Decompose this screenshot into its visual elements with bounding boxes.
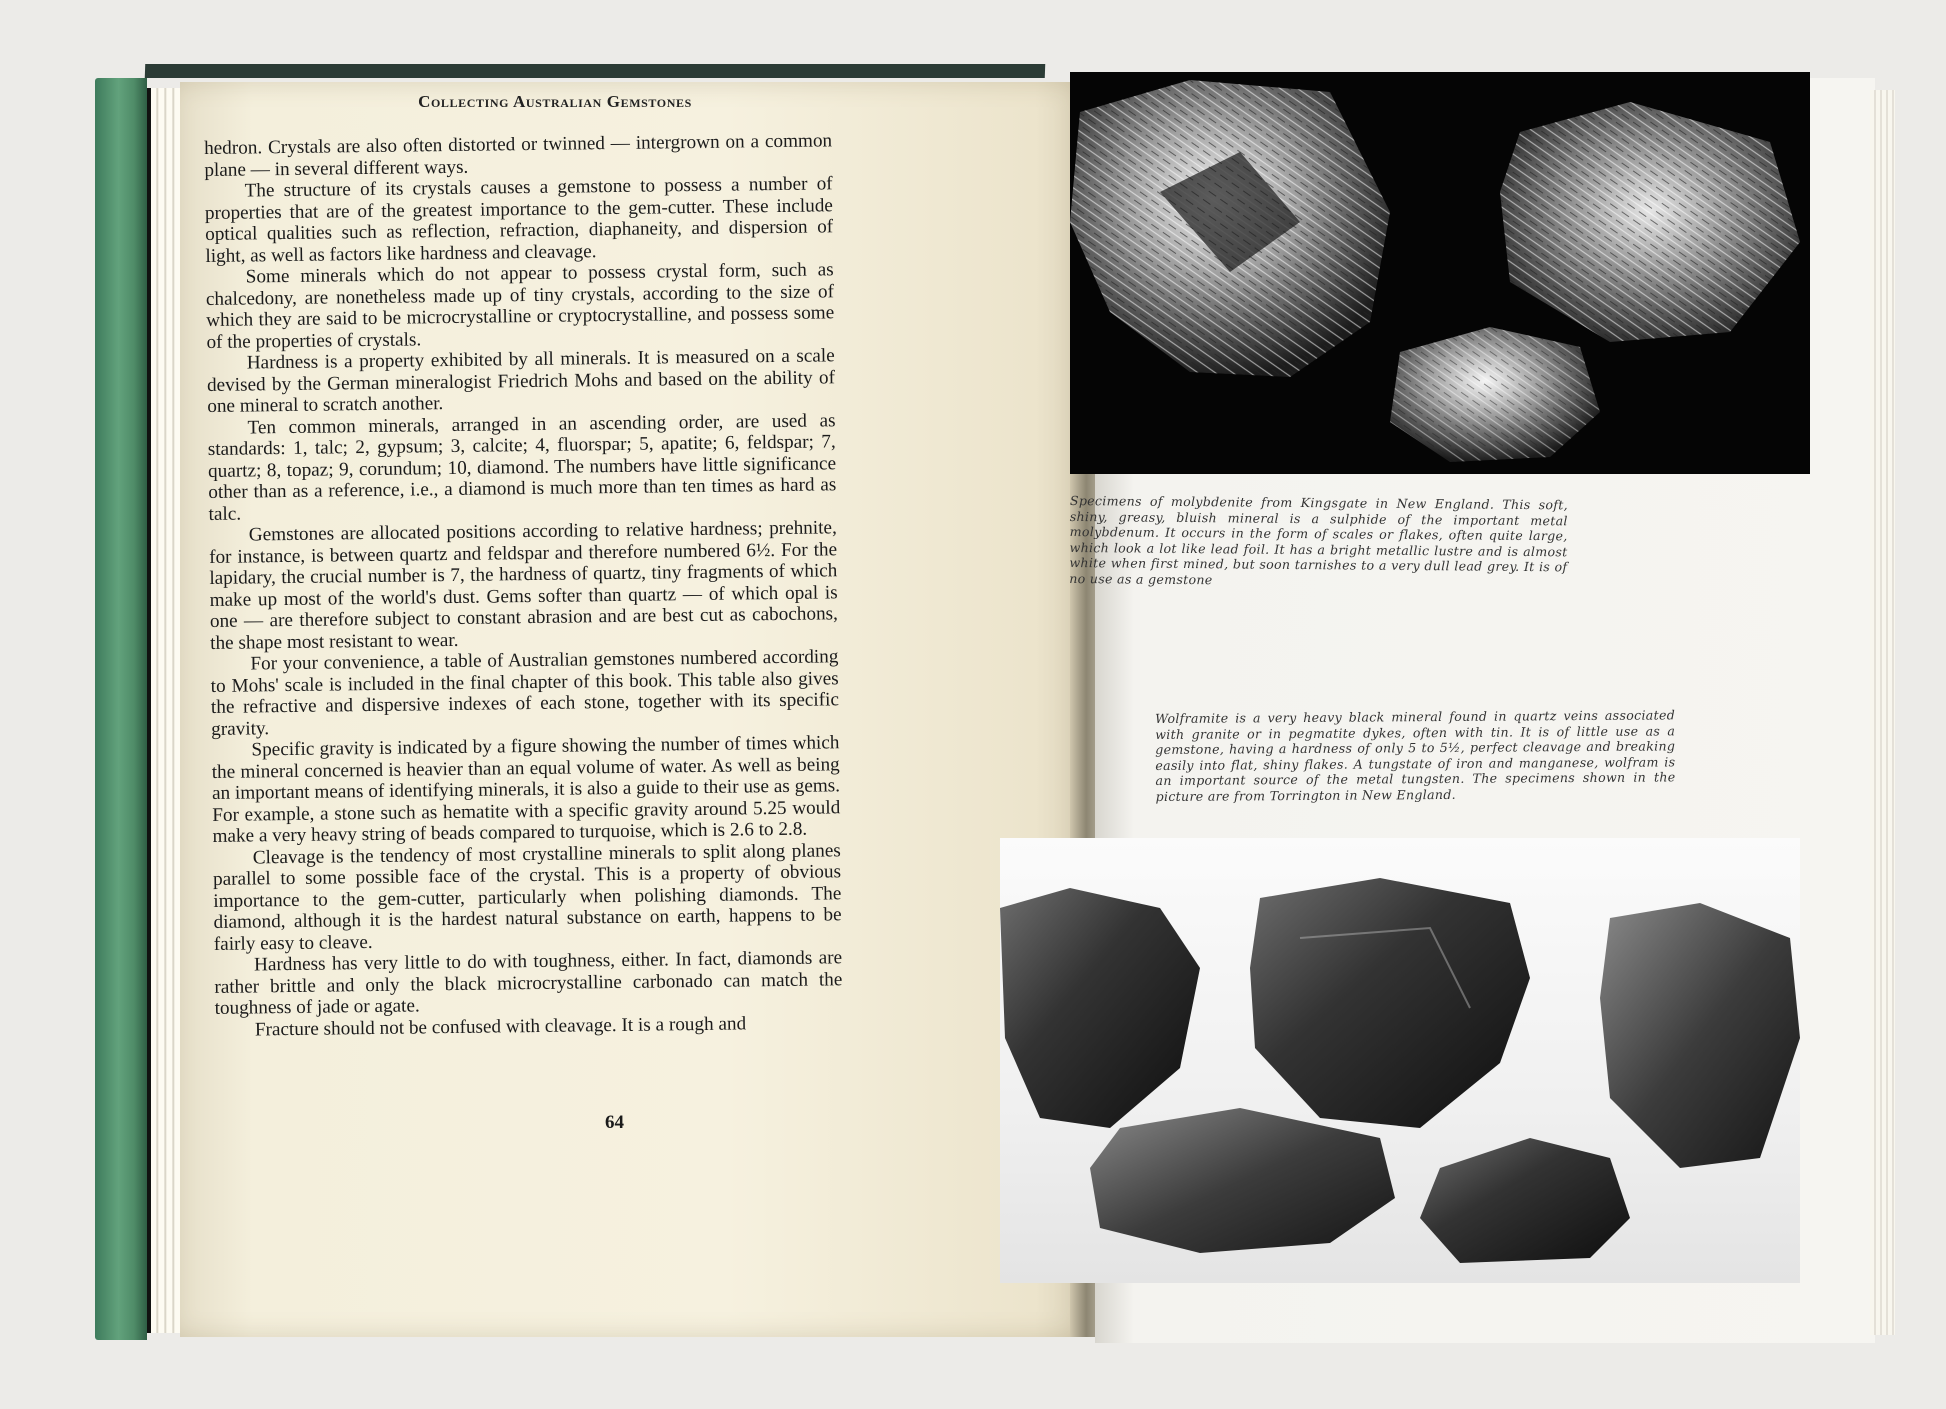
paragraph: Fracture should not be confused with cleavage. It is a rough and (254, 1012, 747, 1040)
wolframite-specimen (1090, 1108, 1395, 1253)
wolframite-specimen (1600, 903, 1800, 1168)
paragraph: The structure of its crystals causes a gemstone to possess a number of properties that are of the greatest importance to the gem-cutter. These include optical qualities such as reflection, refraction, diaphaneity, and dispersion of light, as well as factors like hardness and cleavage. (204, 173, 834, 267)
wolframite-specimen (1000, 888, 1200, 1128)
page-number: 64 (605, 1112, 624, 1133)
wolframite-specimen (1420, 1138, 1630, 1263)
paragraph: For your convenience, a table of Australian gemstones numbered according to Mohs' scale is included in the final chapter of this book. This table also gives the refractive and dispersive indexes of each stone, together with its specific gravity. (210, 646, 840, 740)
molybdenite-specimen-small (1390, 327, 1600, 462)
right-page-stack (1870, 90, 1895, 1335)
paragraph: hedron. Crystals are also often distorted or twinned — intergrown on a common plane — in several different ways. (204, 130, 833, 181)
molybdenite-specimen-right (1500, 102, 1800, 342)
paragraph: Cleavage is the tendency of most crystalline minerals to split along planes parallel to some possible face of the crystal. This is a property of obvious importance to the gem-cutter, particularly when polishing diamonds. The diamond, although it is the hardest natural substance on earth, happens to be fairly easy to cleave. (212, 839, 842, 955)
molybdenite-photo (1070, 72, 1810, 474)
paragraph: Ten common minerals, arranged in an ascending order, are used as standards: 1, talc; 2, gypsum; 3, calcite; 4, fluorspar; 5, apatite; 6, feldspar; 7, quartz; 8, topaz; 9, corundum; 10, diamond. The numbers have little significance other than as a reference, i.e., a diamond is much more than ten times as hard as talc. (207, 409, 837, 525)
molybdenite-caption: Specimens of molybdenite from Kingsgate in New England. This soft, shiny, greasy, bluish mineral is a sulphide of the important metal molybdenum. It occurs in the form of scales or flakes, often quite large, which look a lot like lead foil. It has a bright metallic lustre and is almost white when first mined, but soon tarnishes to a very dull lead grey. It is of no use as a gemstone (1069, 493, 1568, 587)
body-text (204, 130, 843, 1041)
paragraph: Hardness is a property exhibited by all minerals. It is measured on a scale devised by the German mineralogist Friedrich Mohs and based on the ability of one mineral to scratch another. (206, 345, 836, 417)
wolframite-caption: Wolframite is a very heavy black mineral found in quartz veins associated with granite or in pegmatite dykes, often with tin. It is of little use as a gemstone, having a hardness of only 5 to 5½, perfect cleavage and breaking easily into flat, shiny flakes. A tungstate of iron and manganese, wolfram is an important source of the metal tungsten. The specimens shown in the picture are from Torrington in New England. (1155, 707, 1676, 804)
book-cover-green-edge (95, 78, 147, 1340)
paragraph: Some minerals which do not appear to possess crystal form, such as chalcedony, are nonetheless made up of tiny crystals, according to the size of which they are said to be microcrystalline or cryptocrystalline, and possess some of the properties of crystals. (205, 259, 835, 353)
wolframite-photo (1000, 838, 1800, 1283)
paragraph: Gemstones are allocated positions according to relative hardness; prehnite, for instance, is between quartz and feldspar and therefore numbered 6½. For the lapidary, the crucial number is 7, the hardness of quartz, tiny fragments of which make up most of the world's dust. Gems softer than quartz — of which opal is one — are therefore subject to constant abrasion and are best cut as cabochons, the shape most resistant to wear. (208, 517, 838, 654)
running-head: Collecting Australian Gemstones (418, 92, 692, 111)
paragraph: Specific gravity is indicated by a figure showing the number of times which the mineral concerned is heavier than an equal volume of water. As well as being an important means of identifying minerals, it is also a guide to their use as gems. For example, a stone such as hematite with a specific gravity around 5.25 would make a very heavy string of beads compared to turquoise, which is 2.6 to 2.8. (211, 732, 841, 847)
wolframite-specimen (1250, 878, 1530, 1128)
book-cover-top-edge (145, 64, 1045, 78)
paragraph: Hardness has very little to do with toughness, either. In fact, diamonds are rather brittle and only the black microcrystalline carbonado can match the toughness of jade or agate. (214, 947, 843, 1019)
molybdenite-specimen-large (1070, 80, 1390, 377)
